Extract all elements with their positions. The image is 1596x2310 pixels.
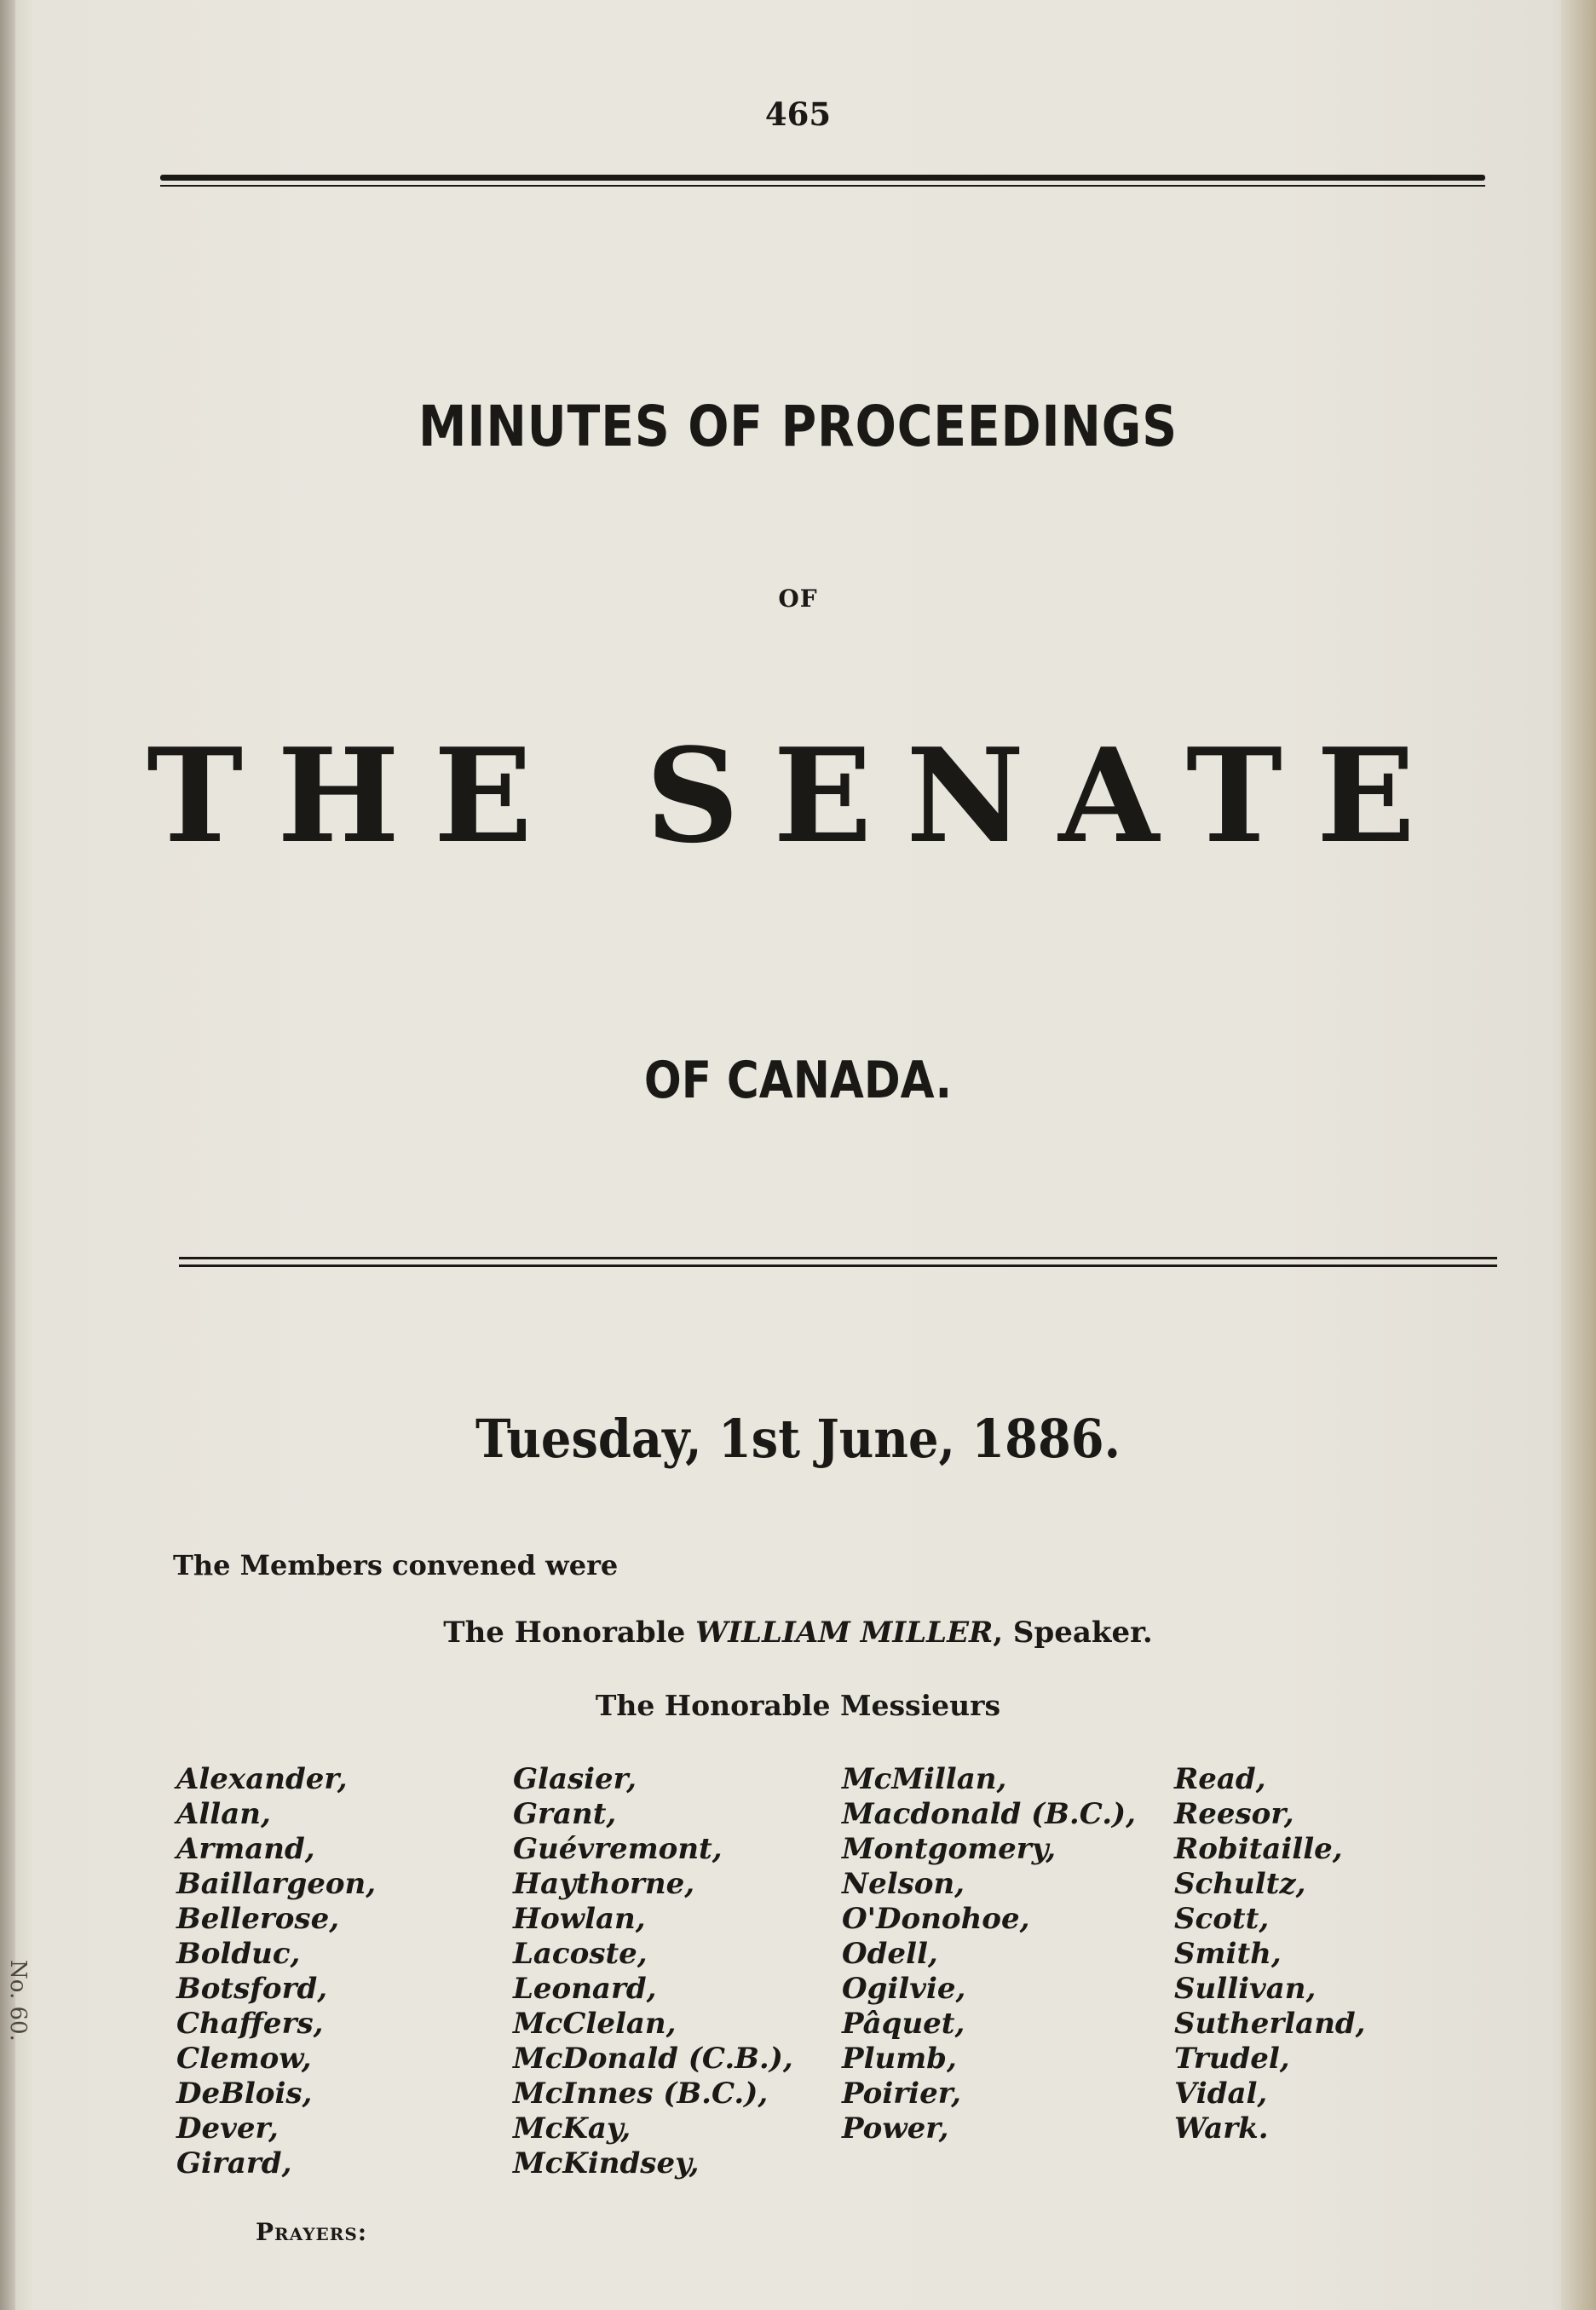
member-column-4 [1174, 1762, 1366, 2146]
title-of-canada: OF CANADA. [643, 1051, 953, 1110]
member-name: Schultz, [1174, 1867, 1306, 1901]
member-name: Vidal, [1174, 2077, 1268, 2111]
member-name: McKay, [513, 2111, 631, 2146]
member-name: Robitaille, [1174, 1832, 1343, 1866]
mid-rule-lower [179, 1264, 1497, 1267]
speaker-line [0, 1616, 1596, 1650]
member-name: Howlan, [513, 1902, 646, 1936]
side-note: No. 60. [5, 1960, 31, 2042]
member-name: Trudel, [1174, 2042, 1290, 2076]
member-name: Girard, [176, 2146, 292, 2180]
member-name: Allan, [176, 1797, 271, 1831]
member-column-2 [513, 1762, 793, 2181]
member-column-3 [842, 1762, 1136, 2146]
title-the-senate: THE SENATE [147, 719, 1449, 872]
member-name: Sutherland, [1174, 2007, 1366, 2041]
title-of: OF [778, 585, 818, 613]
page-right-edge [1561, 0, 1596, 2310]
member-name: Wark. [1174, 2111, 1269, 2146]
member-name: Leonard, [513, 1972, 657, 2006]
page-number: 465 [764, 95, 832, 133]
speaker-suffix: , Speaker. [993, 1616, 1153, 1650]
member-name: Nelson, [842, 1867, 965, 1901]
member-name: Macdonald (B.C.), [842, 1797, 1136, 1831]
member-name: Scott, [1174, 1902, 1270, 1936]
member-name: Plumb, [842, 2042, 957, 2076]
member-name: Botsford, [176, 1972, 328, 2006]
speaker-prefix: The Honorable [443, 1616, 686, 1650]
honorable-messieurs-heading: The Honorable Messieurs [595, 1689, 1001, 1722]
member-name: Bellerose, [176, 1902, 340, 1936]
member-name: Sullivan, [1174, 1972, 1317, 2006]
member-name: Read, [1174, 1762, 1266, 1796]
member-name: Poirier, [842, 2077, 961, 2111]
member-name: Armand, [176, 1832, 315, 1866]
member-name: McDonald (C.B.), [513, 2042, 793, 2076]
member-name: Montgomery, [842, 1832, 1057, 1866]
member-name: McInnes (B.C.), [513, 2077, 769, 2111]
member-name: Chaffers, [176, 2007, 324, 2041]
member-name: Haythorne, [513, 1867, 695, 1901]
member-column-1 [176, 1762, 376, 2181]
top-rule-thin [160, 185, 1485, 187]
member-name: Glasier, [513, 1762, 637, 1796]
member-name: Ogilvie, [842, 1972, 966, 2006]
member-name: McClelan, [513, 2007, 677, 2041]
member-name: Clemow, [176, 2042, 312, 2076]
prayers-heading: Prayers: [256, 2218, 368, 2246]
member-name: Grant, [513, 1797, 617, 1831]
member-name: DeBlois, [176, 2077, 313, 2111]
member-name: Smith, [1174, 1937, 1282, 1971]
top-rule-thick [160, 175, 1485, 181]
title-minutes-of-proceedings: MINUTES OF PROCEEDINGS [418, 394, 1178, 459]
member-name: Baillargeon, [176, 1867, 377, 1901]
mid-rule-upper [179, 1257, 1497, 1259]
member-name: McMillan, [842, 1762, 1007, 1796]
speaker-name: WILLIAM MILLER [695, 1616, 994, 1650]
member-name: McKindsey, [513, 2146, 700, 2180]
member-name: Power, [842, 2111, 949, 2146]
member-name: O'Donohoe, [842, 1902, 1030, 1936]
members-convened-heading: The Members convened were [173, 1549, 619, 1581]
member-name: Odell, [842, 1937, 938, 1971]
member-name: Bolduc, [176, 1937, 301, 1971]
member-name: Lacoste, [513, 1937, 648, 1971]
member-name: Guévremont, [513, 1832, 723, 1866]
member-name: Alexander, [176, 1762, 348, 1796]
session-date: Tuesday, 1st June, 1886. [475, 1408, 1121, 1470]
member-name: Reesor, [1174, 1797, 1294, 1831]
member-name: Pâquet, [842, 2007, 965, 2041]
member-name: Dever, [176, 2111, 279, 2146]
